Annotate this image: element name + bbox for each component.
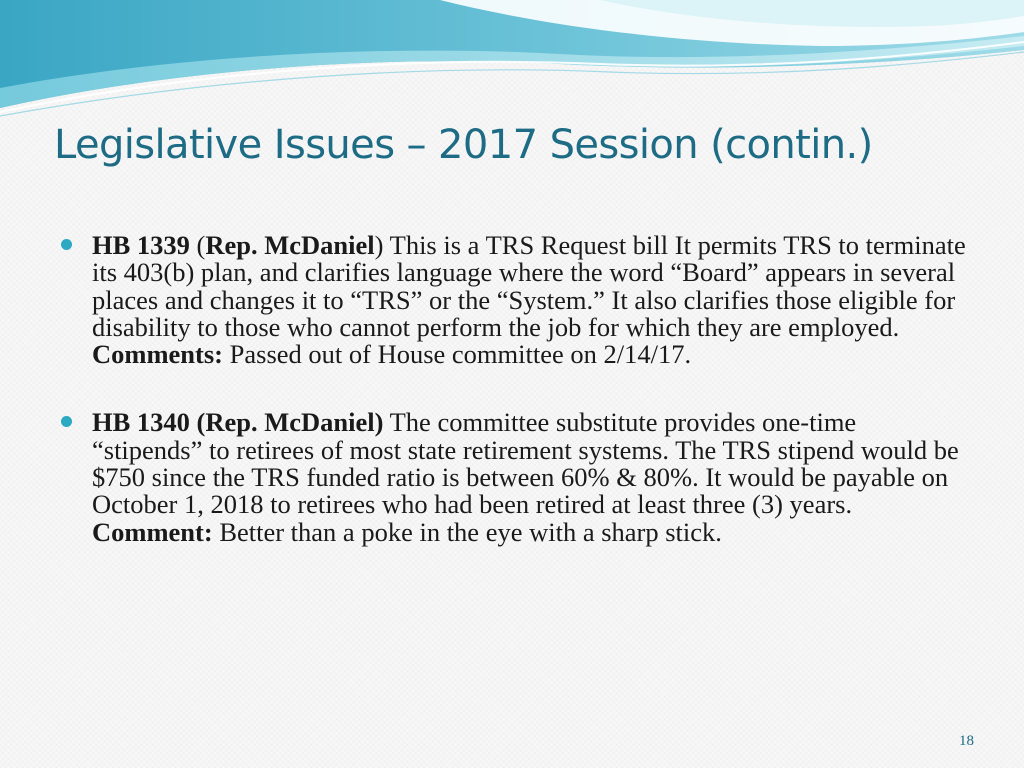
comment-text: Better than a poke in the eye with a sharp stick.: [212, 516, 722, 547]
page-number: 18: [959, 733, 974, 749]
paren-close: ): [374, 230, 384, 260]
comment-label: Comment:: [92, 516, 213, 547]
bill-number: HB 1339: [92, 230, 190, 260]
bill-sponsor: Rep. McDaniel: [205, 230, 375, 260]
bill-description: The committee substitute provides one-time “stipends” to retirees of most state retirement systems. The TRS stipend would be $750 since the TRS funded ratio is between 60% & 80%. It would be payable on October 1, 2018 to retirees who had been retired at least three (3) years.: [92, 407, 959, 520]
bill-number-sponsor: HB 1340 (Rep. McDaniel): [92, 407, 384, 438]
bullet-dot-icon: [61, 416, 72, 427]
bullet-hb1340: [92, 409, 972, 545]
comment-label: Comments:: [92, 339, 223, 370]
bullet-hb1339: [92, 232, 972, 368]
slide-title: Legislative Issues – 2017 Session (contin.): [54, 122, 873, 168]
bullet-list: [0, 232, 1024, 546]
paren-open: (: [189, 230, 206, 260]
header-wave-decoration: [0, 0, 1024, 120]
bill-description: This is a TRS Request bill It permits TRS to terminate its 403(b) plan, and clarifies language where the word “Board” appears in several places and changes it to “TRS” or the “System.” It also clarifies those eligible for disability to those who cannot perform the job for which they are employed.: [92, 230, 966, 342]
comment-text: Passed out of House committee on 2/14/17.: [223, 339, 692, 370]
bullet-dot-icon: [61, 239, 72, 250]
